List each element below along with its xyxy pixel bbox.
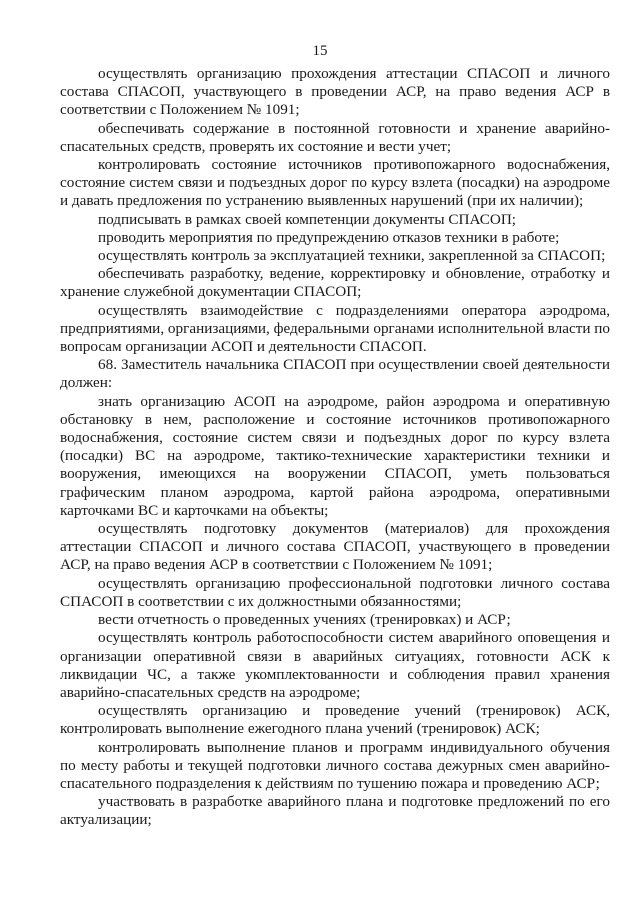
paragraph: проводить мероприятия по предупреждению отказов техники в работе; bbox=[98, 228, 560, 246]
paragraph: осуществлять контроль работоспособности систем аварийного оповещения и организации оперативной связи в аварийных ситуациях, готовности АСК к ликвидации ЧС, а также укомплектованности и соблюдения правил хранения аварийно-спасательных средств на аэродроме; bbox=[60, 629, 610, 701]
paragraph: контролировать выполнение планов и программ индивидуального обучения по месту работы и текущей подготовки личного состава дежурных смен аварийно-спасательного подразделения к действиям по тушению пожара и проведению АСР; bbox=[60, 738, 610, 792]
page-number: 15 bbox=[312, 43, 328, 59]
section-68-heading: 68. Заместитель начальника СПАСОП при осуществлении своей деятельности должен: bbox=[60, 356, 610, 392]
paragraph: осуществлять взаимодействие с подразделениями оператора аэродрома, предприятиями, организациями, федеральными органами исполнительной власти по вопросам организации АСОП и деятельности СПАСОП. bbox=[60, 301, 610, 356]
document-body bbox=[60, 65, 610, 830]
paragraph: знать организацию АСОП на аэродроме, район аэродрома и оперативную обстановку в нем, расположение и состояние источников противопожарного водоснабжения, состояние систем связи и подъездных дорог по курсу взлета (посадки) ВС на аэродроме, тактико-технические характеристики техники и вооружения, имеющихся на вооружении СПАСОП, уметь пользоваться графическим планом аэродрома, картой района аэродрома, оперативными карточками ВС и карточками на объекты; bbox=[60, 392, 610, 519]
paragraph: осуществлять подготовку документов (материалов) для прохождения аттестации СПАСОП и личного состава СПАСОП, участвующего в проведении АСР, на право ведения АСР в соответствии с Положением № 1091; bbox=[60, 520, 610, 574]
paragraph: подписывать в рамках своей компетенции документы СПАСОП; bbox=[98, 210, 517, 228]
paragraph: участвовать в разработке аварийного плана и подготовке предложений по его актуализации; bbox=[60, 793, 610, 829]
paragraph: обеспечивать содержание в постоянной готовности и хранение аварийно-спасательных средств, проверять их состояние и вести учет; bbox=[60, 119, 610, 155]
paragraph: осуществлять организацию и проведение учений (тренировок) АСК, контролировать выполнение ежегодного плана учений (тренировок) АСК; bbox=[60, 702, 610, 738]
paragraph: осуществлять организацию прохождения аттестации СПАСОП и личного состава СПАСОП, участвующего в проведении АСР, на право ведения АСР в соответствии с Положением № 1091; bbox=[60, 65, 610, 119]
paragraph: осуществлять организацию профессиональной подготовки личного состава СПАСОП в соответствии с их должностными обязанностями; bbox=[60, 574, 610, 610]
paragraph: осуществлять контроль за эксплуатацией техники, закрепленной за СПАСОП; bbox=[98, 247, 606, 265]
paragraph: вести отчетность о проведенных учениях (тренировках) и АСР; bbox=[98, 611, 511, 629]
paragraph: обеспечивать разработку, ведение, корректировку и обновление, отработку и хранение служебной документации СПАСОП; bbox=[60, 265, 610, 301]
paragraph: контролировать состояние источников противопожарного водоснабжения, состояние систем связи и подъездных дорог по курсу взлета (посадки) на аэродроме и давать предложения по устранению выявленных нарушений (при их наличии); bbox=[60, 156, 610, 210]
